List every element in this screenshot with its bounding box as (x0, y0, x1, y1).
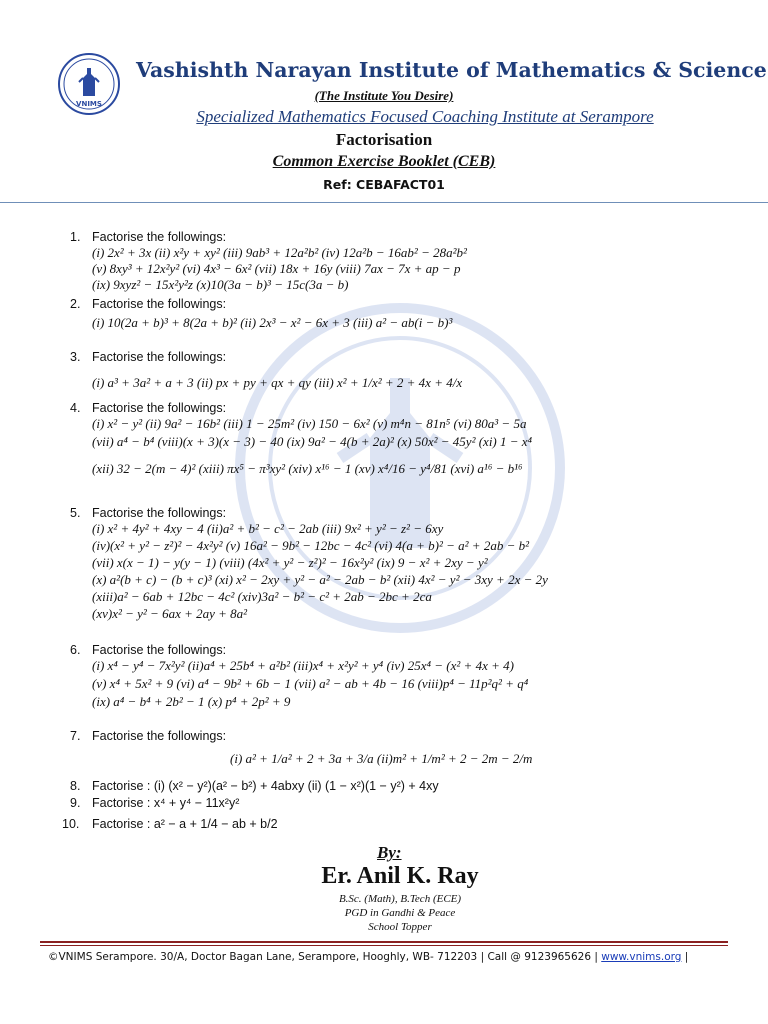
question-5-line: (iv)(x² + y² − z²)² − 4x²y² (v) 16a² − 9b² − 12bc − 4c² (vi) 4(a + b)² − a² + 2ab − b² (92, 538, 529, 553)
author-credential: B.Sc. (Math), B.Tech (ECE) (338, 893, 462, 905)
footer-rule (40, 945, 728, 946)
question-5-line: (x) a²(b + c) − (b + c)³ (xi) x² − 2xy + y² − a² − 2ab − b² (xii) 4x² − y² − 3xy + 2x − 2y (92, 572, 548, 587)
question-4-line: (xii) 32 − 2(m − 4)² (xiii) πx⁵ − π³xy² (xiv) x¹⁶ − 1 (xv) x⁴/16 − y⁴/81 (xvi) a¹⁶ − b¹⁶ (92, 461, 523, 476)
question-5-heading: 5. Factorise the followings: (70, 506, 227, 520)
question-1-line: (ix) 9xyz² − 15x²y²z (x)10(3a − b)³ − 15c(3a − b) (92, 277, 349, 292)
subtitle: Specialized Mathematics Focused Coaching Institute at Serampore (196, 107, 654, 126)
question-9-heading: 9. Factorise : x⁴ + y⁴ − 11x²y² (70, 796, 240, 810)
question-5-line: (i) x² + 4y² + 4xy − 4 (ii)a² + b² − c² − 2ab (iii) 9x² + y² − z² − 6xy (92, 521, 444, 536)
question-10-heading: 10. Factorise : a² − a + 1/4 − ab + b/2 (62, 817, 278, 831)
question-1-heading: 1. Factorise the followings: (70, 230, 227, 244)
question-6-line: (i) x⁴ − y⁴ − 7x²y² (ii)a⁴ + 25b⁴ + a²b² (iii)x⁴ + x²y² + y⁴ (iv) 25x⁴ − (x² + 4x + 4) (92, 658, 514, 673)
question-1-line: (v) 8xy³ + 12x²y² (vi) 4x³ − 6x² (vii) 18x + 16y (viii) 7ax − 7x + ap − p (92, 261, 461, 276)
header-divider (0, 202, 768, 203)
author-credential: PGD in Gandhi & Peace (344, 907, 456, 919)
question-1-line: (i) 2x² + 3x (ii) x²y + xy² (iii) 9ab³ + 12a²b² (iv) 12a²b − 16ab² − 28a²b² (92, 245, 467, 260)
website-link[interactable]: www.vnims.org (601, 951, 682, 963)
question-7-line: (i) a² + 1/a² + 2 + 3a + 3/a (ii)m² + 1/m² + 2 − 2m − 2/m (230, 751, 533, 766)
author-name: Er. Anil K. Ray (321, 863, 479, 889)
tagline: (The Institute You Desire) (314, 88, 454, 103)
question-5-line: (xv)x² − y² − 6ax + 2ay + 8a² (92, 606, 248, 621)
question-7-heading: 7. Factorise the followings: (70, 729, 227, 743)
by-label: By: (377, 843, 402, 862)
footer-end: | (681, 951, 689, 963)
logo-text: VNIMS (76, 100, 102, 108)
footer-rule (40, 941, 728, 943)
question-2-line: (i) 10(2a + b)³ + 8(2a + b)² (ii) 2x³ − x² − 6x + 3 (iii) a² − ab(i − b)³ (92, 315, 453, 330)
question-5-line: (vii) x(x − 1) − y(y − 1) (viii) (4x² + y² − z²)² − 16x²y² (ix) 9 − x² + 2xy − y² (92, 555, 488, 570)
reference-code: Ref: CEBAFACT01 (323, 177, 445, 192)
question-4-line: (i) x² − y² (ii) 9a² − 16b² (iii) 1 − 25m² (iv) 150 − 6x² (v) m⁴n − 81n⁵ (vi) 80a³ − 5a (92, 416, 527, 431)
question-3-line: (i) a³ + 3a² + a + 3 (ii) px + py + qx + qy (iii) x² + 1/x² + 2 + 4x + 4/x (92, 375, 463, 390)
author-credential: School Topper (368, 921, 432, 933)
question-3-heading: 3. Factorise the followings: (70, 350, 227, 364)
question-4-line: (vii) a⁴ − b⁴ (viii)(x + 3)(x − 3) − 40 (ix) 9a² − 4(b + 2a)² (x) 50x² − 45y² (xi) 1 − x⁴ (92, 434, 533, 449)
question-6-line: (ix) a⁴ − b⁴ + 2b² − 1 (x) p⁴ + 2p² + 9 (92, 694, 291, 709)
footer (48, 951, 738, 963)
topic-title: Factorisation (335, 130, 433, 149)
question-2-heading: 2. Factorise the followings: (70, 297, 227, 311)
question-6-line: (v) x⁴ + 5x² + 9 (vi) a⁴ − 9b² + 6b − 1 (vii) a² − ab + 4b − 16 (viii)p⁴ − 11p²q² + q⁴ (92, 676, 529, 691)
question-4-heading: 4. Factorise the followings: (70, 401, 227, 415)
question-6-heading: 6. Factorise the followings: (70, 643, 227, 657)
question-8-heading: 8. Factorise : (i) (x² − y²)(a² − b²) + 4abxy (ii) (1 − x²)(1 − y²) + 4xy (70, 779, 439, 793)
booklet-title: Common Exercise Booklet (CEB) (272, 153, 496, 170)
footer-address: ©VNIMS Serampore. 30/A, Doctor Bagan Lane, Serampore, Hooghly, WB- 712203 | Call @ 9123965626 | (48, 951, 602, 963)
question-5-line: (xiii)a² − 6ab + 12bc − 4c² (xiv)3a² − b² − c² + 2ab − 2bc + 2ca (92, 589, 432, 604)
institute-name: Vashishth Narayan Institute of Mathematics & Science (136, 58, 767, 82)
